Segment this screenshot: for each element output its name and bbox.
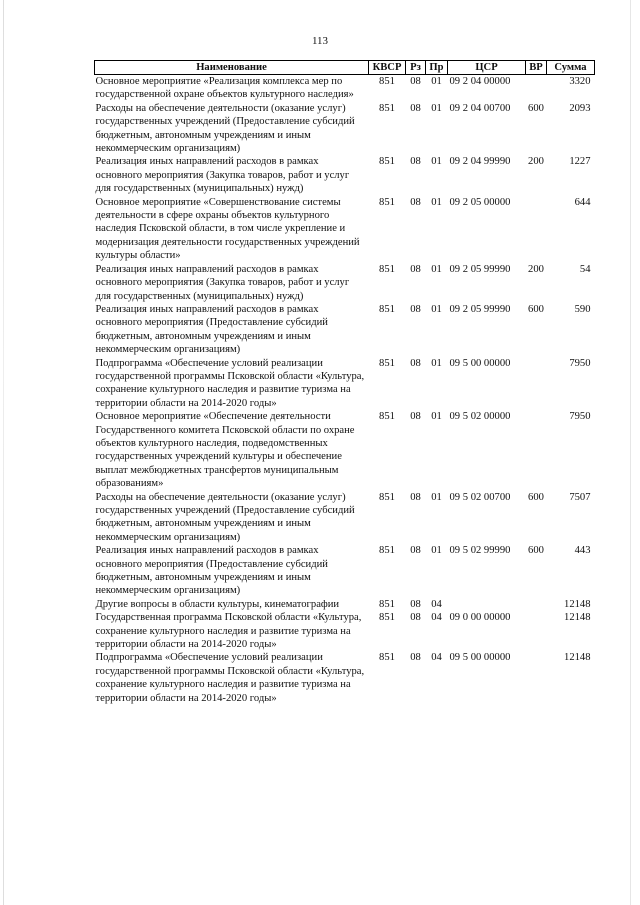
cell-vr: 200 [528, 263, 544, 275]
cell-sum: 7507 [569, 491, 591, 503]
cell-kvsr: 851 [379, 76, 395, 87]
cell-pr: 01 [431, 76, 442, 87]
cell-name: Основное мероприятие «Совершенствование системы деятельности в сфере охраны объектов культурного наследия Псковской области, в том числе укрепление и модернизация деятельности государственных учреждений культуры области» [95, 196, 360, 262]
cell-vr: 600 [528, 102, 544, 114]
cell-pr: 01 [431, 411, 442, 423]
cell-kvsr: 851 [379, 612, 395, 624]
cell-name: Расходы на обеспечение деятельности (оказание услуг) государственных учреждений (Предоставление субсидий бюджетным, автономным учреждениям и иным некоммерческим организациям) [95, 491, 355, 543]
cell-csr: 09 5 00 00000 [449, 357, 511, 369]
cell-rz: 08 [410, 357, 421, 369]
cell-sum: 12148 [564, 598, 591, 610]
cell-pr: 04 [431, 612, 442, 624]
cell-vr [526, 196, 547, 263]
cell-sum: 2093 [569, 102, 591, 114]
cell-sum: 54 [579, 263, 591, 275]
cell-csr: 09 5 02 00700 [449, 491, 511, 503]
cell-sum: 644 [574, 196, 591, 208]
cell-rz: 08 [410, 196, 421, 208]
cell-sum: 7950 [569, 357, 591, 369]
cell-vr [526, 611, 547, 651]
cell-sum: 12148 [564, 652, 591, 664]
cell-name: Реализация иных направлений расходов в рамках основного мероприятия (Предоставление субсидий бюджетным, автономным учреждениям и иным некоммерческим организациям) [95, 545, 328, 597]
cell-name: Реализация иных направлений расходов в рамках основного мероприятия (Закупка товаров, работ и услуг для государственных (муниципальных) нужд) [95, 156, 350, 195]
table-row [95, 410, 595, 490]
table-row [95, 598, 595, 611]
scan-edge-right [630, 0, 631, 905]
cell-name: Основное мероприятие «Обеспечение деятельности Государственного комитета Псковской области по охране объектов культурного наследия, подведомственных государственных учреждений культуры и обеспечение выплат межбюджетных трансфертов муниципальным образованиям» [95, 411, 355, 490]
table-header-row [95, 61, 595, 75]
table-row [95, 303, 595, 357]
budget-table [94, 60, 595, 705]
cell-kvsr: 851 [379, 196, 395, 208]
cell-kvsr: 851 [379, 545, 395, 557]
cell-rz: 08 [410, 545, 421, 557]
cell-kvsr: 851 [379, 598, 395, 610]
cell-vr [526, 598, 547, 611]
cell-rz: 08 [410, 612, 421, 624]
cell-kvsr: 851 [379, 263, 395, 275]
cell-pr: 01 [431, 303, 442, 315]
cell-rz: 08 [410, 156, 421, 168]
cell-csr [448, 598, 526, 611]
header-vr: ВР [526, 61, 547, 75]
cell-pr: 01 [431, 357, 442, 369]
cell-csr: 09 2 05 99990 [449, 303, 511, 315]
header-pr: Пр [426, 61, 448, 75]
table-row [95, 102, 595, 156]
cell-csr: 09 5 00 00000 [449, 652, 511, 664]
cell-csr: 09 2 05 99990 [449, 263, 511, 275]
cell-csr: 09 2 04 00000 [449, 76, 511, 87]
cell-sum: 1227 [569, 156, 591, 168]
cell-csr: 09 0 00 00000 [449, 612, 511, 624]
cell-rz: 08 [410, 411, 421, 423]
cell-rz: 08 [410, 652, 421, 664]
cell-sum: 3320 [569, 76, 591, 87]
cell-vr [526, 75, 547, 102]
table-row [95, 263, 595, 303]
cell-pr: 04 [431, 598, 442, 610]
cell-csr: 09 2 04 99990 [449, 156, 511, 168]
cell-rz: 08 [410, 263, 421, 275]
header-csr: ЦСР [448, 61, 526, 75]
cell-vr: 600 [528, 491, 544, 503]
cell-sum: 7950 [569, 411, 591, 423]
header-sum: Сумма [547, 61, 595, 75]
header-rz: Рз [406, 61, 426, 75]
cell-csr: 09 2 05 00000 [449, 196, 511, 208]
cell-vr [526, 651, 547, 705]
cell-name: Реализация иных направлений расходов в рамках основного мероприятия (Закупка товаров, работ и услуг для государственных (муниципальных) нужд) [95, 263, 350, 302]
cell-csr: 09 5 02 00000 [449, 411, 511, 423]
cell-pr: 01 [431, 196, 442, 208]
table-row [95, 491, 595, 545]
cell-rz: 08 [410, 102, 421, 114]
cell-kvsr: 851 [379, 411, 395, 423]
cell-pr: 04 [431, 652, 442, 664]
cell-rz: 08 [410, 76, 421, 87]
table-row [95, 651, 595, 705]
cell-vr [526, 357, 547, 411]
cell-name: Подпрограмма «Обеспечение условий реализации государственной программы Псковской области «Культура, сохранение культурного наследия и развитие туризма на территории области на 2014-2020 годы» [95, 652, 365, 704]
cell-kvsr: 851 [379, 102, 395, 114]
cell-csr: 09 2 04 00700 [449, 102, 511, 114]
cell-name: Реализация иных направлений расходов в рамках основного мероприятия (Предоставление субсидий бюджетным, автономным учреждениям и иным некоммерческим организациям) [95, 303, 328, 356]
cell-vr [526, 410, 547, 490]
cell-sum: 590 [574, 303, 591, 315]
cell-pr: 01 [431, 491, 442, 503]
cell-rz: 08 [410, 598, 421, 610]
cell-rz: 08 [410, 303, 421, 315]
cell-pr: 01 [431, 263, 442, 275]
table-row [95, 544, 595, 598]
cell-rz: 08 [410, 491, 421, 503]
cell-pr: 01 [431, 545, 442, 557]
cell-name: Государственная программа Псковской области «Культура, сохранение культурного наследия и развитие туризма на территории области на 2014-2020 годы» [95, 612, 362, 651]
cell-vr: 200 [528, 156, 544, 168]
cell-sum: 12148 [564, 612, 591, 624]
cell-kvsr: 851 [379, 357, 395, 369]
scan-edge-left [3, 0, 4, 905]
header-kvsr: КВСР [369, 61, 406, 75]
cell-name: Подпрограмма «Обеспечение условий реализации государственной программы Псковской области «Культура, сохранение культурного наследия и развитие туризма на территории области на 2014-2020 годы» [95, 357, 365, 409]
cell-pr: 01 [431, 156, 442, 168]
table-row [95, 75, 595, 102]
page-number: 113 [311, 35, 329, 47]
table-row [95, 196, 595, 263]
cell-name: Расходы на обеспечение деятельности (оказание услуг) государственных учреждений (Предоставление субсидий бюджетным, автономным учреждениям и иным некоммерческим организациям) [95, 102, 355, 155]
cell-pr: 01 [431, 102, 442, 114]
cell-csr: 09 5 02 99990 [449, 545, 511, 557]
cell-name: Основное мероприятие «Реализация комплекса мер по государственной охране объектов культурного наследия» [95, 76, 354, 101]
cell-vr: 600 [528, 303, 544, 315]
cell-kvsr: 851 [379, 156, 395, 168]
cell-vr: 600 [528, 545, 544, 557]
cell-kvsr: 851 [379, 491, 395, 503]
cell-name: Другие вопросы в области культуры, кинематографии [95, 598, 340, 610]
header-name: Наименование [95, 61, 369, 75]
cell-kvsr: 851 [379, 652, 395, 664]
table-row [95, 357, 595, 411]
cell-sum: 443 [574, 545, 591, 557]
table-row [95, 611, 595, 651]
table-row [95, 155, 595, 195]
cell-kvsr: 851 [379, 303, 395, 315]
table-body [95, 75, 595, 706]
